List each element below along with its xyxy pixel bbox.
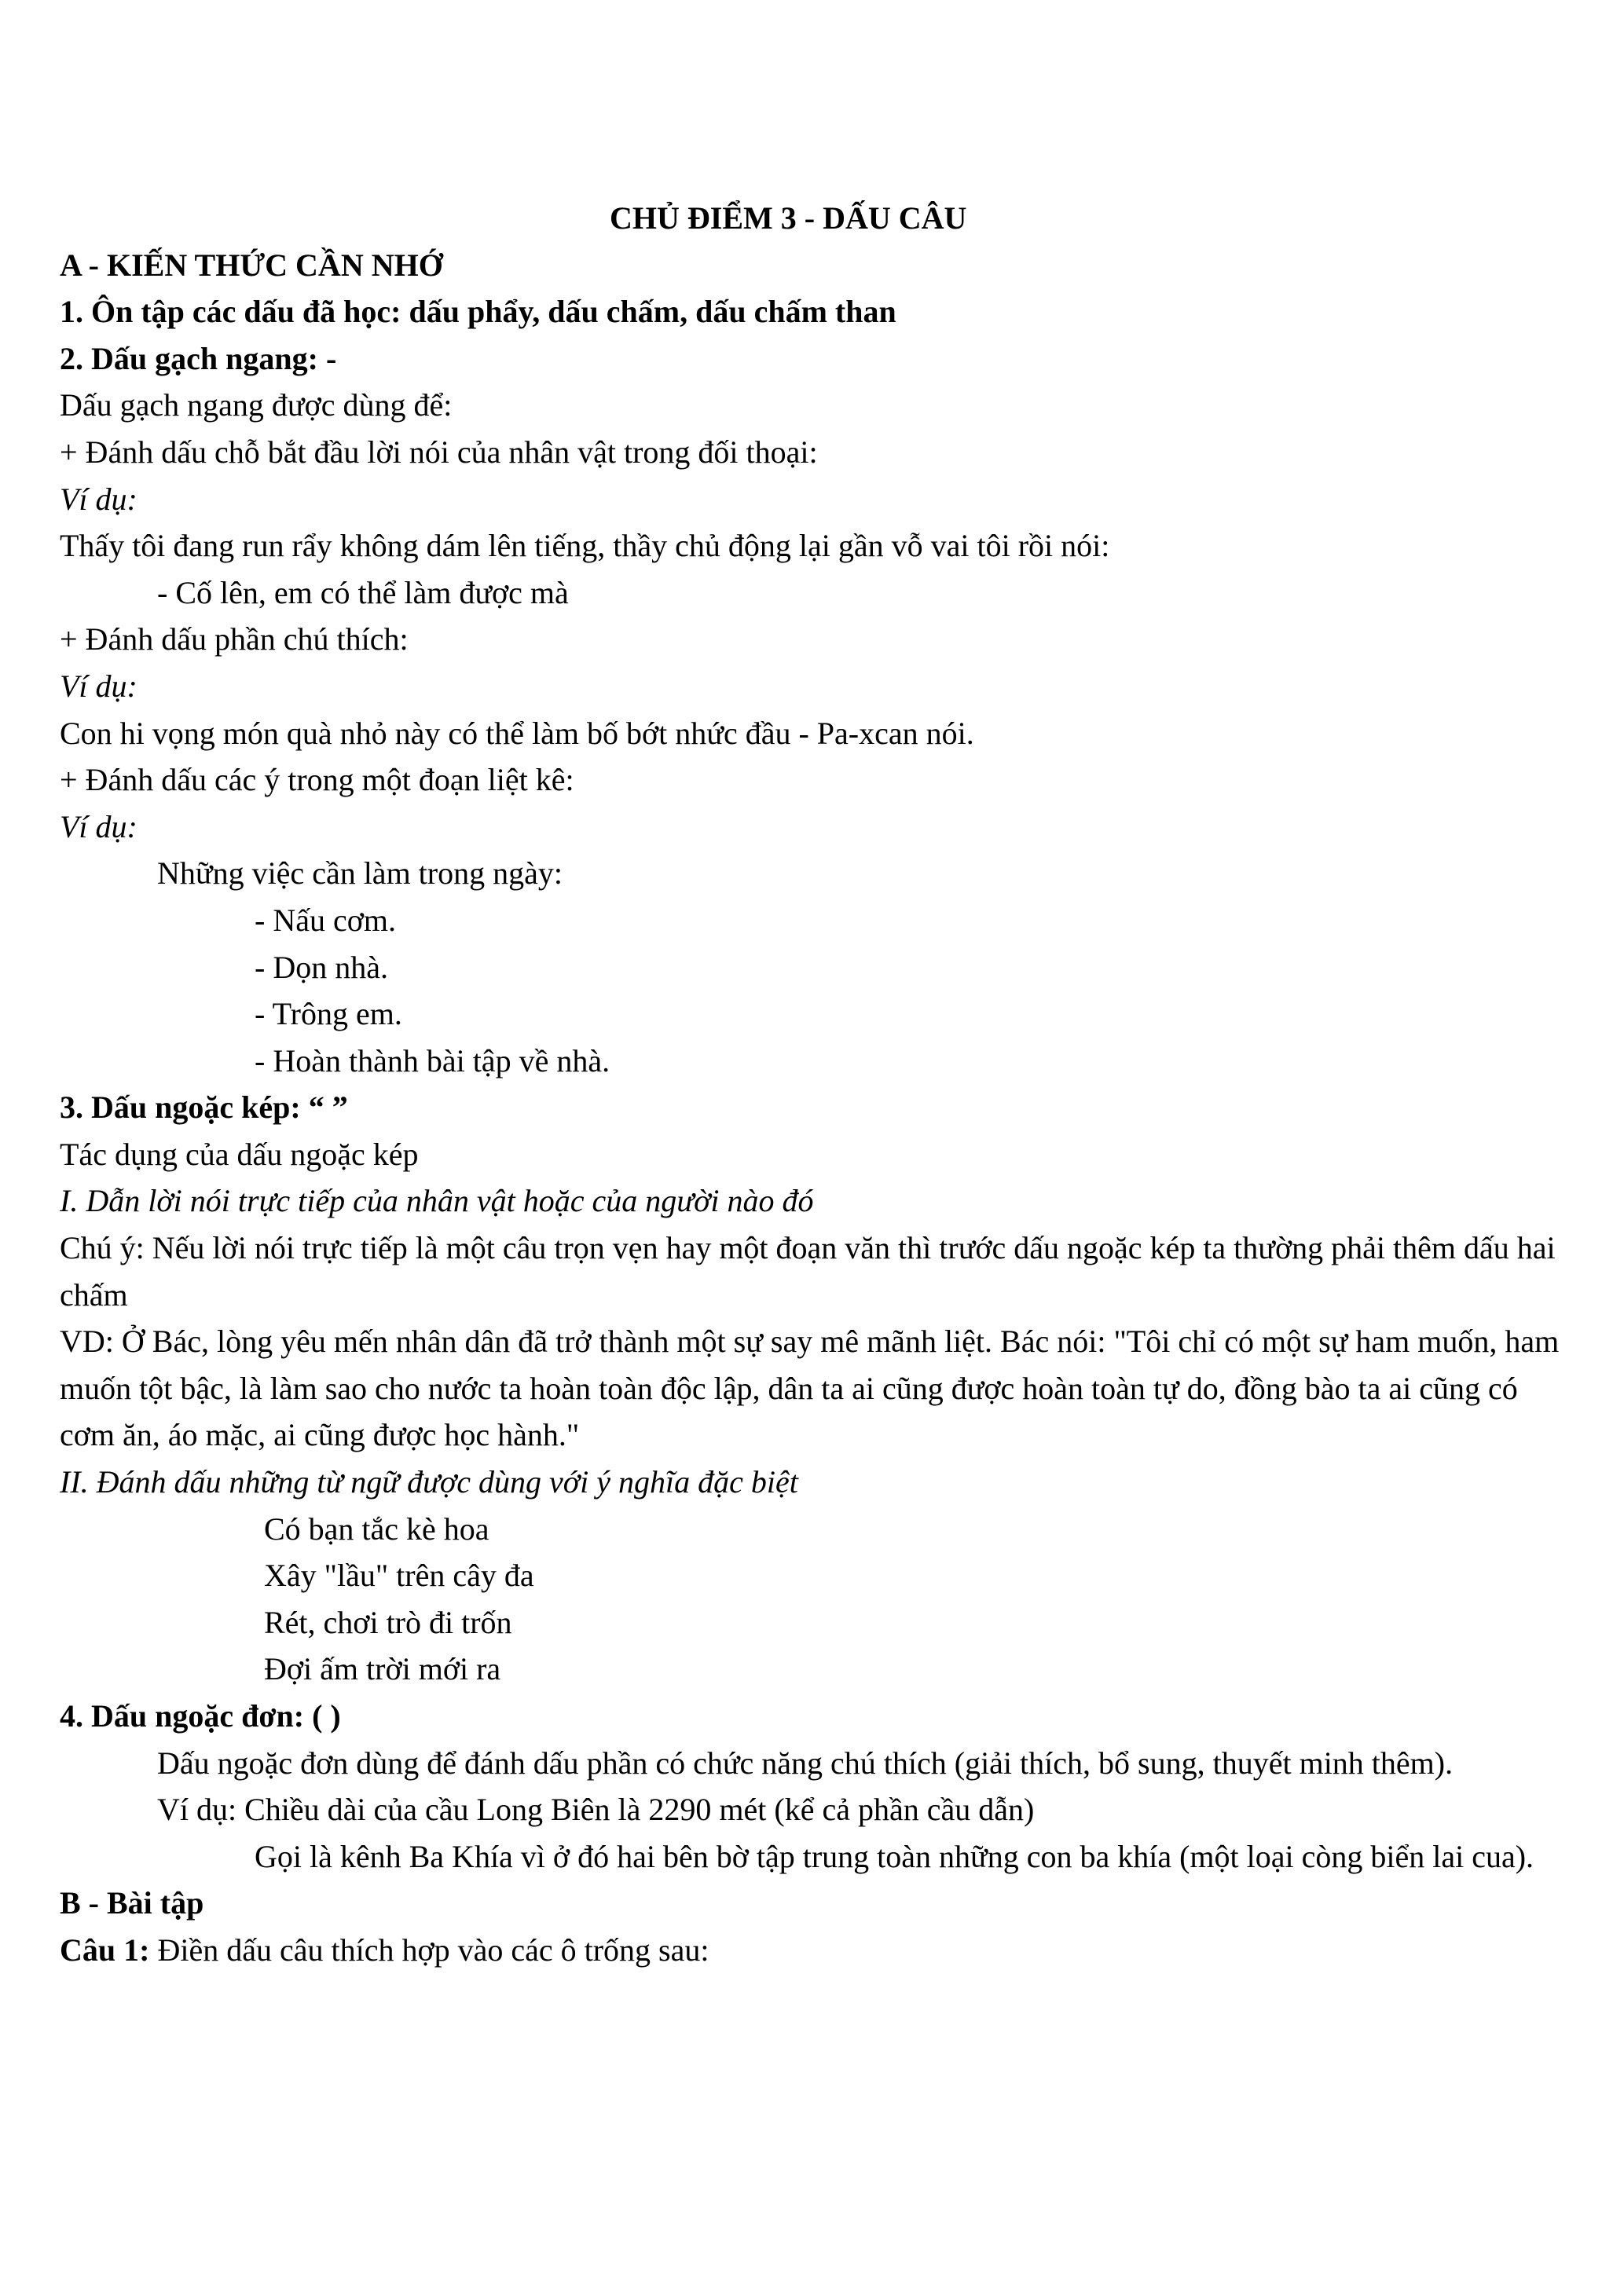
dash-intro: Dấu gạch ngang được dùng để: xyxy=(60,387,453,423)
heading-3: 3. Dấu ngoặc kép: “ ” xyxy=(60,1089,348,1126)
poem-line: Xây "lầu" trên cây đa xyxy=(264,1558,534,1594)
example-label: Ví dụ: xyxy=(60,808,137,844)
list-item: - Dọn nhà. xyxy=(255,949,388,985)
heading-1: 1. Ôn tập các dấu đã học: dấu phẩy, dấu chấm, dấu chấm than xyxy=(60,294,896,330)
example-label: Ví dụ: xyxy=(60,481,137,517)
section-b-heading: B - Bài tập xyxy=(60,1885,204,1921)
page-title: CHỦ ĐIỂM 3 - DẤU CÂU xyxy=(610,200,967,236)
paren-example-2: Gọi là kênh Ba Khía vì ở đó hai bên bờ tập trung toàn những con ba khía (một loại còng biển lai cua). xyxy=(255,1838,1534,1874)
dash-example-1a: Thấy tôi đang run rẩy không dám lên tiếng, thầy chủ động lại gần vỗ vai tôi rồi nói: xyxy=(60,528,1110,564)
section-a-heading: A - KIẾN THỨC CẦN NHỚ xyxy=(60,247,443,283)
poem-line: Rét, chơi trò đi trốn xyxy=(264,1604,512,1640)
heading-4: 4. Dấu ngoặc đơn: ( ) xyxy=(60,1698,341,1734)
poem-line: Đợi ấm trời mới ra xyxy=(264,1651,501,1687)
quote-note: Chú ý: Nếu lời nói trực tiếp là một câu trọn vẹn hay một đoạn văn thì trước dấu ngoặc kép ta thường phải thêm dấu hai chấm xyxy=(60,1230,1556,1313)
paren-example-1: Ví dụ: Chiều dài của cầu Long Biên là 2290 mét (kể cả phần cầu dẫn) xyxy=(157,1792,1035,1828)
example-label: Ví dụ: xyxy=(60,668,137,704)
dash-use-2: + Đánh dấu phần chú thích: xyxy=(60,621,409,657)
list-item: - Nấu cơm. xyxy=(255,902,396,938)
dash-example-2: Con hi vọng món quà nhỏ này có thể làm bố bớt nhức đầu - Pa-xcan nói. xyxy=(60,715,974,751)
question-1-text: Điền dấu câu thích hợp vào các ô trống sau: xyxy=(149,1932,709,1968)
document-page xyxy=(60,195,1576,1974)
dash-use-3: + Đánh dấu các ý trong một đoạn liệt kê: xyxy=(60,762,574,798)
list-item: - Trông em. xyxy=(255,996,402,1032)
dash-example-1b: - Cố lên, em có thể làm được mà xyxy=(157,574,569,610)
question-1-label: Câu 1: xyxy=(60,1932,150,1968)
dash-use-1: + Đánh dấu chỗ bắt đầu lời nói của nhân vật trong đối thoại: xyxy=(60,434,818,470)
list-item: - Hoàn thành bài tập về nhà. xyxy=(255,1042,610,1078)
heading-2: 2. Dấu gạch ngang: - xyxy=(60,340,337,376)
paren-description: Dấu ngoặc đơn dùng để đánh dấu phần có chức năng chú thích (giải thích, bổ sung, thuyết minh thêm). xyxy=(157,1745,1454,1781)
dash-example-3-intro: Những việc cần làm trong ngày: xyxy=(157,855,563,892)
question-1 xyxy=(60,1927,1576,1974)
quote-subheading-2: II. Đánh dấu những từ ngữ được dùng với ý nghĩa đặc biệt xyxy=(60,1464,798,1500)
quote-subheading-1: I. Dẫn lời nói trực tiếp của nhân vật hoặc của người nào đó xyxy=(60,1183,814,1219)
poem-line: Có bạn tắc kè hoa xyxy=(264,1511,489,1547)
quote-intro: Tác dụng của dấu ngoặc kép xyxy=(60,1136,419,1172)
quote-example: VD: Ở Bác, lòng yêu mến nhân dân đã trở thành một sự say mê mãnh liệt. Bác nói: "Tôi chỉ có một sự ham muốn, ham muốn tột bậc, là làm sao cho nước ta hoàn toàn độc lập, dân ta ai cũng được hoàn toàn tự do, đồng bào ta ai cũng có cơm ăn, áo mặc, ai cũng được học hành." xyxy=(60,1324,1560,1453)
